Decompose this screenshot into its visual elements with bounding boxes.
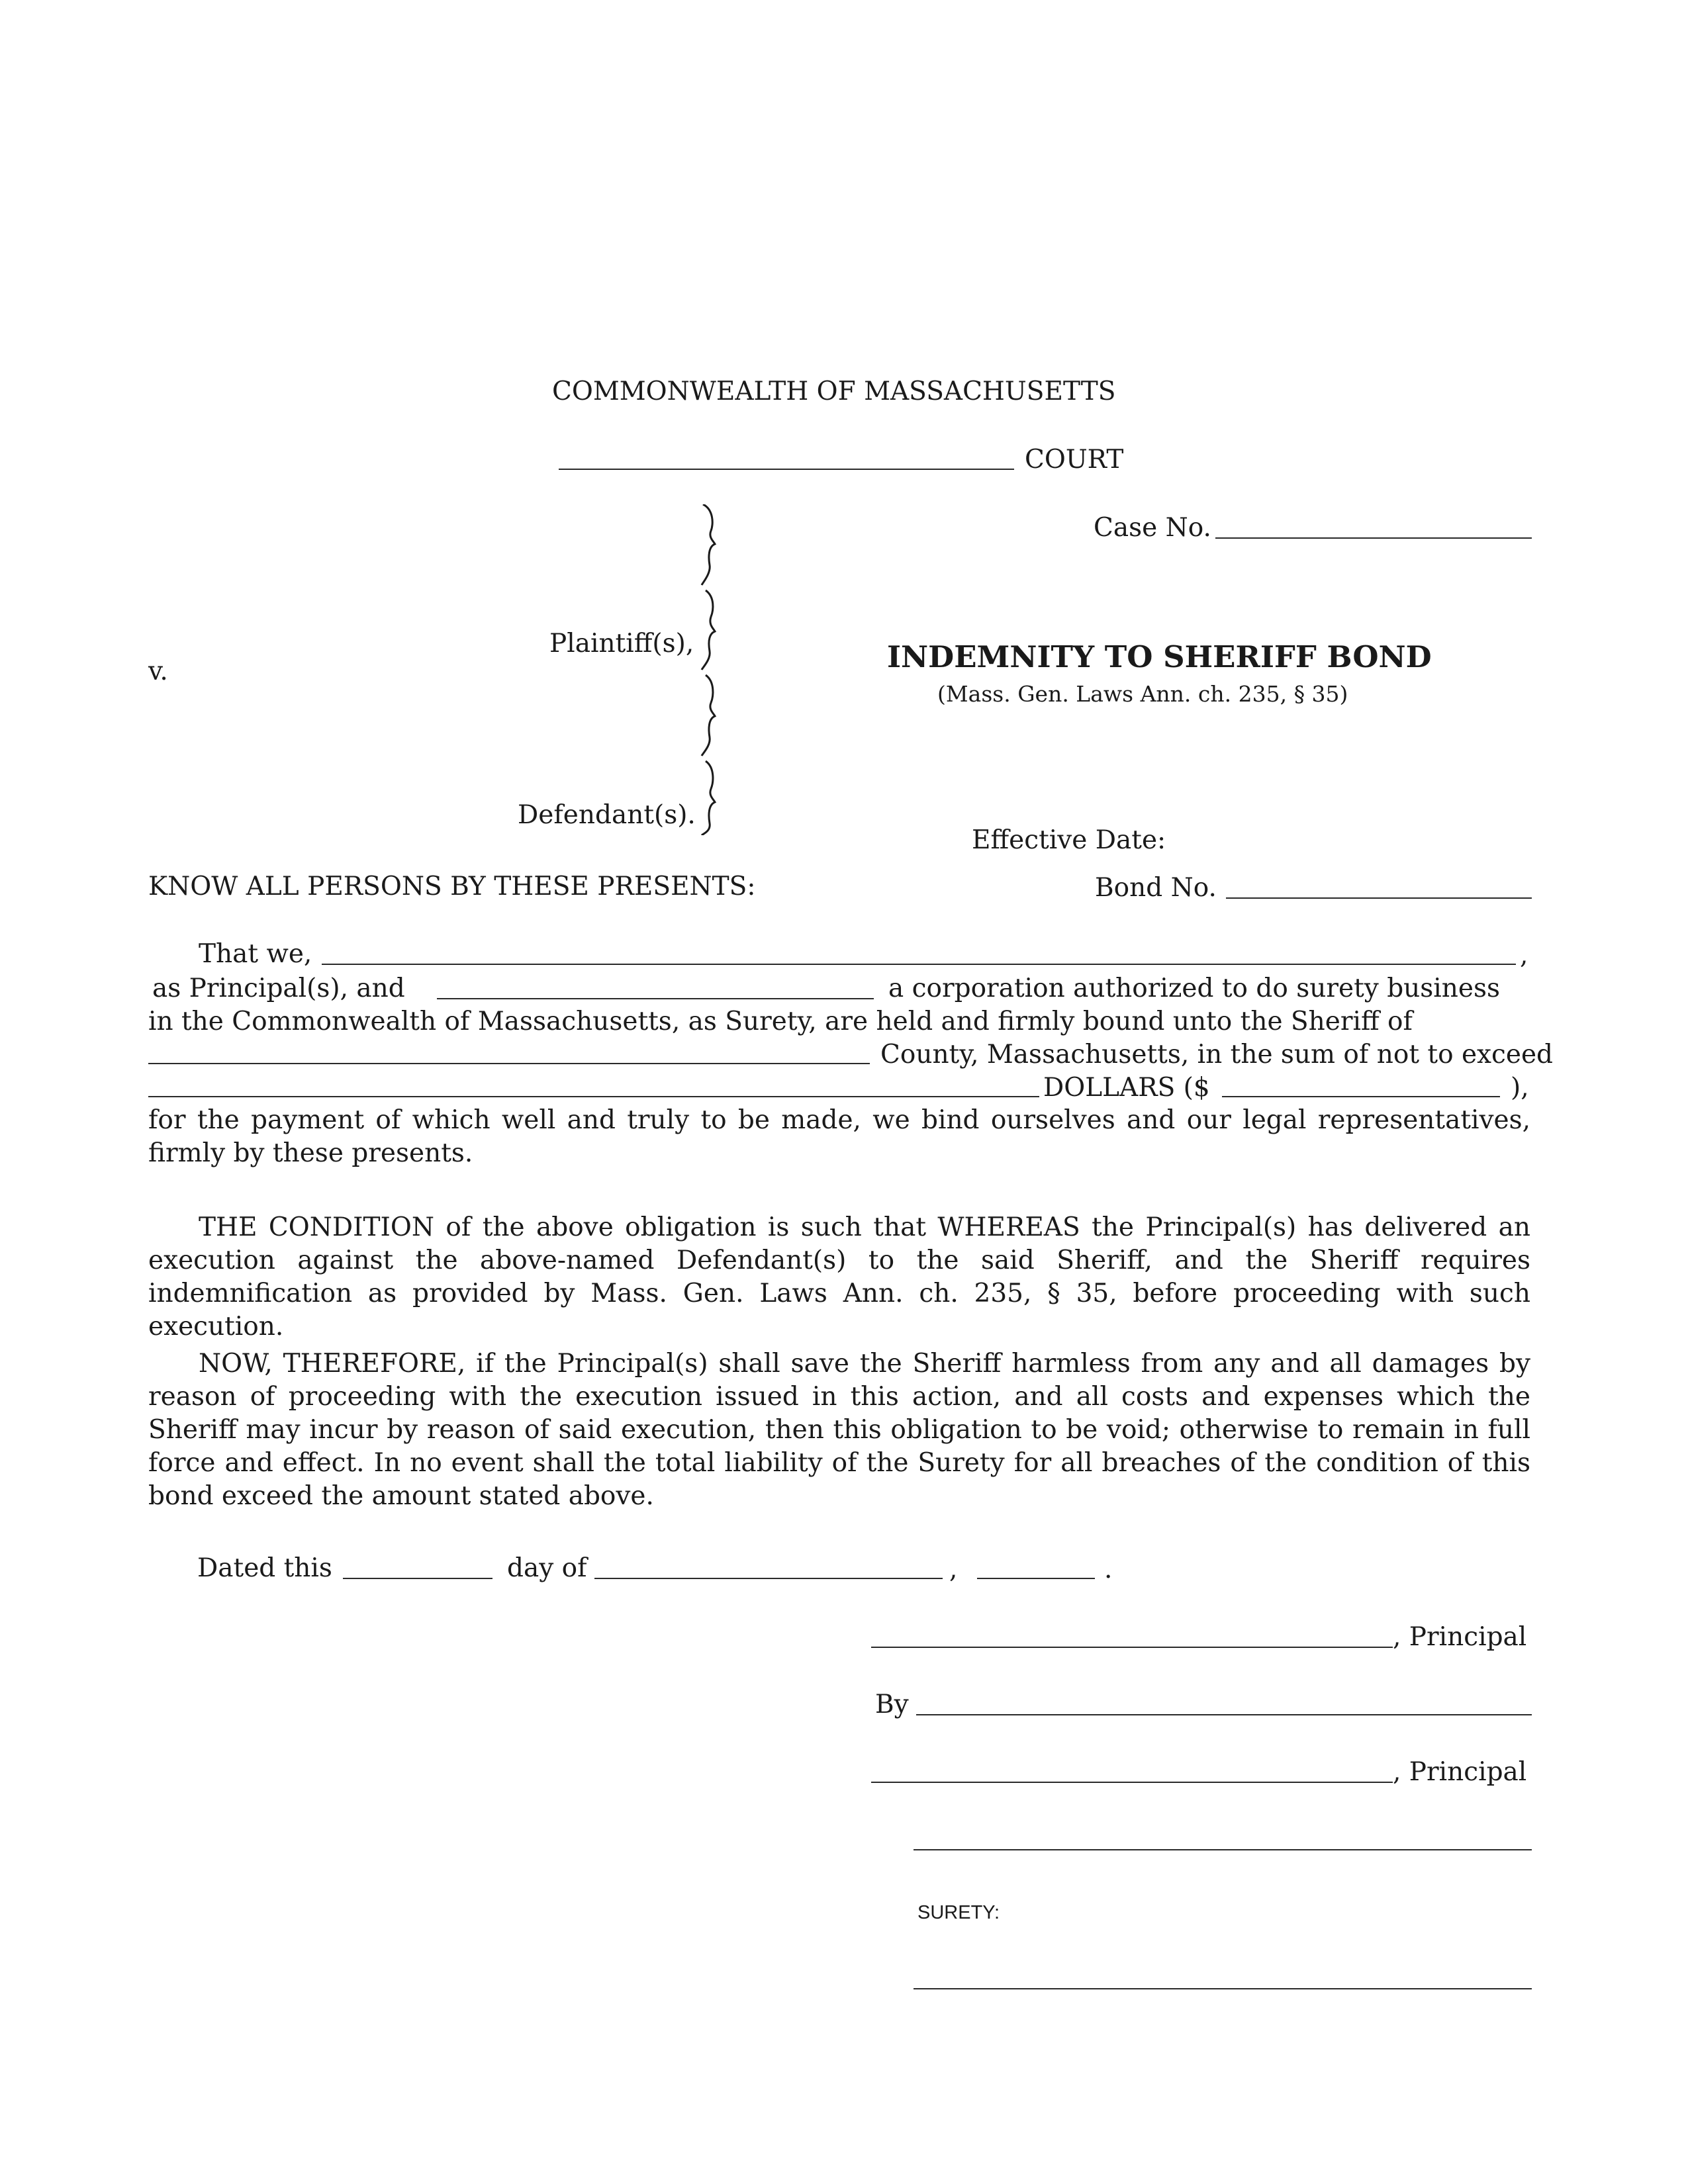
- month-field[interactable]: [594, 1578, 943, 1579]
- amount-figures-field[interactable]: [1222, 1096, 1500, 1097]
- surety-name-field[interactable]: [437, 998, 874, 999]
- county-field[interactable]: [148, 1063, 870, 1064]
- by-label: By: [875, 1690, 909, 1719]
- dollars-close: ),: [1511, 1073, 1529, 1103]
- court-name-field[interactable]: [559, 469, 1014, 470]
- court-label: COURT: [1025, 445, 1124, 475]
- principal-signature-field-1[interactable]: [871, 1647, 1393, 1648]
- dated-comma: ,: [949, 1555, 958, 1584]
- know-all-persons: KNOW ALL PERSONS BY THESE PRESENTS:: [148, 872, 756, 901]
- by-signature-field[interactable]: [916, 1714, 1532, 1715]
- county-text: County, Massachusetts, in the sum of not to exceed: [880, 1040, 1553, 1069]
- case-no-label: Case No.: [1094, 513, 1211, 543]
- condition-paragraph: THE CONDITION of the above obligation is such that WHEREAS the Principal(s) has delivered an execution against the above-named Defendant(s) to the said Sheriff, and the Sheriff requires indemnification as provided by Mass. Gen. Laws Ann. ch. 235, § 35, before proceeding with such execution.: [148, 1212, 1530, 1342]
- surety-signature-field[interactable]: [914, 1988, 1532, 1989]
- principal-label-1: , Principal: [1393, 1622, 1527, 1652]
- principal-signature-field-2[interactable]: [871, 1782, 1393, 1783]
- effective-date-label: Effective Date:: [972, 825, 1166, 855]
- principal-name-field[interactable]: [322, 964, 1516, 965]
- that-we-label: That we,: [199, 939, 312, 969]
- commonwealth-heading: COMMONWEALTH OF MASSACHUSETTS: [552, 377, 1116, 406]
- case-no-field[interactable]: [1215, 537, 1532, 539]
- plaintiff-label: Plaintiff(s),: [549, 629, 694, 659]
- as-principals-label: as Principal(s), and: [152, 974, 405, 1003]
- defendant-label: Defendant(s).: [518, 800, 696, 830]
- day-of-label: day of: [507, 1553, 587, 1583]
- statute-reference: (Mass. Gen. Laws Ann. ch. 235, § 35): [937, 681, 1348, 707]
- dollars-text: DOLLARS ($: [1043, 1073, 1210, 1103]
- v-label: v.: [148, 657, 168, 686]
- corporation-text: a corporation authorized to do surety business: [888, 974, 1500, 1003]
- dated-this-label: Dated this: [197, 1553, 332, 1583]
- dated-period: .: [1104, 1555, 1113, 1584]
- year-field[interactable]: [977, 1578, 1095, 1579]
- obligation-line: in the Commonwealth of Massachusetts, as Surety, are held and firmly bound unto the Sheriff of: [148, 1007, 1413, 1036]
- principal-label-2: , Principal: [1393, 1757, 1527, 1787]
- document-title: INDEMNITY TO SHERIFF BOND: [887, 639, 1432, 674]
- bond-no-field[interactable]: [1226, 897, 1532, 899]
- day-field[interactable]: [343, 1578, 492, 1579]
- surety-name-line[interactable]: [914, 1849, 1532, 1850]
- bond-no-label: Bond No.: [1095, 873, 1217, 903]
- now-therefore-paragraph: NOW, THEREFORE, if the Principal(s) shall save the Sheriff harmless from any and all damages by reason of proceeding with the execution issued in this action, and all costs and expenses which the Sheriff may incur by reason of said execution, then this obligation to be void; otherwise to remain in full force and effect. In no event shall the total liability of the Surety for all breaches of the condition of this bond exceed the amount stated above.: [148, 1349, 1530, 1511]
- surety-label: SURETY:: [917, 1902, 1000, 1923]
- that-we-comma: ,: [1520, 940, 1528, 970]
- payment-clause: for the payment of which well and truly to be made, we bind ourselves and our legal representatives, firmly by these presents.: [148, 1105, 1530, 1168]
- caption-brace: [696, 504, 723, 835]
- amount-words-field[interactable]: [148, 1096, 1039, 1097]
